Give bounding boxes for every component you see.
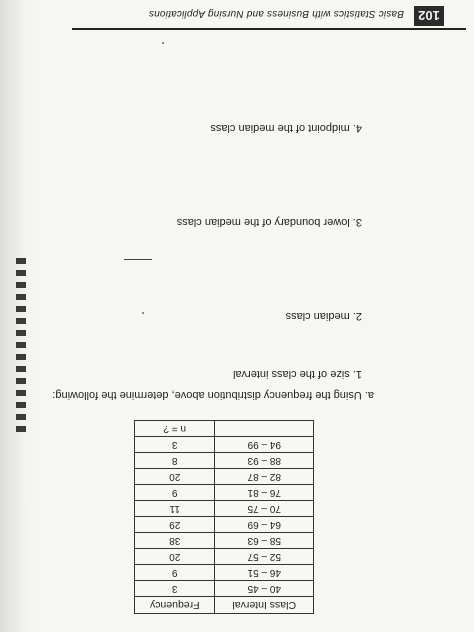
table-header-row xyxy=(135,597,314,614)
table-row xyxy=(135,453,314,469)
table-row xyxy=(135,533,314,549)
speck xyxy=(162,42,164,44)
class-interval-cell: 76 – 81 xyxy=(215,485,314,501)
class-interval-cell: 58 – 63 xyxy=(215,533,314,549)
frequency-cell: 38 xyxy=(135,533,216,549)
class-interval-cell: 64 – 69 xyxy=(215,517,314,533)
frequency-cell: 3 xyxy=(135,581,216,597)
table-row xyxy=(135,517,314,533)
total-label-cell xyxy=(215,421,314,437)
table-row xyxy=(135,501,314,517)
table-row xyxy=(135,565,314,581)
exercise-item-3: 3. lower boundary of the median class xyxy=(176,216,362,228)
running-title: Basic Statistics with Business and Nursing Applications xyxy=(148,8,404,19)
page-number: 102 xyxy=(414,6,444,26)
frequency-cell: 29 xyxy=(135,517,216,533)
class-interval-cell: 88 – 93 xyxy=(215,453,314,469)
table-row xyxy=(135,437,314,453)
binding-marks xyxy=(16,252,26,432)
class-interval-cell: 52 – 57 xyxy=(215,549,314,565)
class-interval-cell: 70 – 75 xyxy=(215,501,314,517)
column-header-frequency: Frequency xyxy=(135,597,216,614)
header-rule xyxy=(72,28,466,30)
class-interval-cell: 46 – 51 xyxy=(215,565,314,581)
exercise-item-4: 4. midpoint of the median class xyxy=(210,122,362,134)
table-total-row xyxy=(135,421,314,437)
frequency-cell: 20 xyxy=(135,549,216,565)
class-interval-cell: 40 – 45 xyxy=(215,581,314,597)
frequency-table xyxy=(134,420,314,614)
table-row xyxy=(135,581,314,597)
frequency-cell: 8 xyxy=(135,453,216,469)
exercise-item-1: 1. size of the class interval xyxy=(232,368,362,380)
column-header-class-interval: Class Interval xyxy=(215,597,314,614)
table-row xyxy=(135,485,314,501)
frequency-cell: 9 xyxy=(135,485,216,501)
frequency-cell: 11 xyxy=(135,501,216,517)
pencil-mark xyxy=(124,259,152,260)
table-row xyxy=(135,549,314,565)
exercise-item-2: 2. median class xyxy=(285,310,362,322)
class-interval-cell: 94 – 99 xyxy=(215,437,314,453)
frequency-cell: 9 xyxy=(135,565,216,581)
frequency-cell: 3 xyxy=(135,437,216,453)
speck xyxy=(142,312,144,314)
exercise-question: a. Using the frequency distribution above, determine the following: xyxy=(52,389,374,401)
class-interval-cell: 82 – 87 xyxy=(215,469,314,485)
frequency-cell: 20 xyxy=(135,469,216,485)
table-row xyxy=(135,469,314,485)
total-value-cell: n = ? xyxy=(135,421,216,437)
